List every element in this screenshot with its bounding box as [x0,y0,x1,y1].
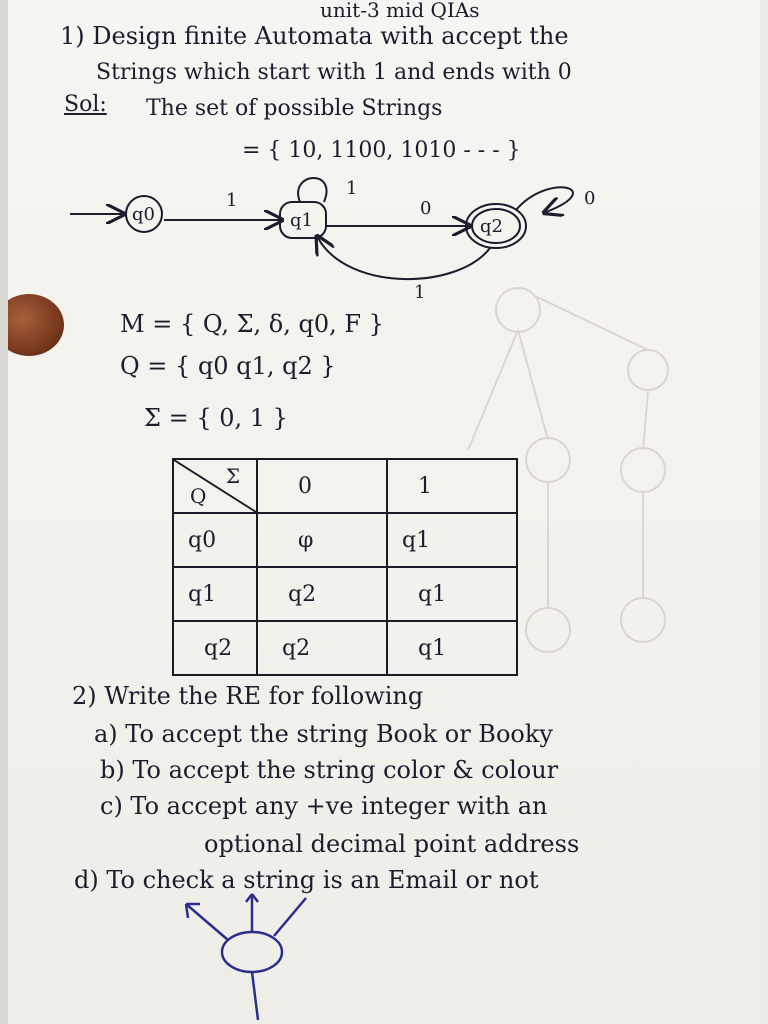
table-row [173,513,517,567]
edge-label-q1-q2: 0 [420,198,432,219]
table-corner-cell [173,459,257,513]
row-on1: q1 [387,513,517,567]
edge-label-q2-q1: 1 [414,282,426,303]
table-row [173,621,517,675]
question-2-part-b: b) To accept the string color & colour [100,756,559,784]
question-2-part-c-continued: optional decimal point address [204,830,580,858]
edge-label-q0-q1: 1 [226,190,238,211]
row-state: q1 [173,567,257,621]
edge-q2-q1 [318,238,490,279]
row-on0: q2 [257,567,387,621]
dfa-state-diagram [8,150,760,310]
page-header: unit-3 mid QIAs [320,0,480,22]
question-1-line-1: 1) Design finite Automata with accept the [60,22,569,50]
header-cell-1: 1 [387,459,517,513]
row-state: q0 [173,513,257,567]
page-edge-shadow [0,0,8,1024]
question-2-part-d: d) To check a string is an Email or not [74,866,539,894]
solution-strings: = { 10, 1100, 1010 - - - } [242,138,521,163]
solution-label: Sol: [64,92,107,117]
row-on1: q1 [387,567,517,621]
alphabet-definition: Σ = { 0, 1 } [144,404,288,432]
corner-q-label: Q [190,484,207,508]
corner-diagonal [174,460,256,512]
table-row [173,567,517,621]
notebook-page [8,0,760,1024]
row-on0: φ [257,513,387,567]
edge-label-q1-loop: 1 [346,178,358,199]
question-1-line-2: Strings which start with 1 and ends with 0 [96,60,572,85]
question-2-part-a: a) To accept the string Book or Booky [94,720,553,748]
transition-table [172,458,518,676]
blue-ink-sketch [158,890,358,1024]
row-state: q2 [173,621,257,675]
question-2-title: 2) Write the RE for following [72,682,424,710]
corner-sigma-label: Σ [225,464,240,488]
states-definition: Q = { q0 q1, q2 } [120,352,336,380]
state-q2-label: q2 [480,216,503,237]
row-on1: q1 [387,621,517,675]
question-2-part-c: c) To accept any +ve integer with an [100,792,548,820]
solution-set-line: The set of possible Strings [146,96,443,121]
table-header-row [173,459,517,513]
edge-label-q2-loop: 0 [584,188,596,209]
loop-q1 [298,178,326,202]
state-q0-label: q0 [132,204,155,225]
loop-q2 [516,187,573,212]
state-q1-label: q1 [290,210,313,231]
header-cell-0: 0 [257,459,387,513]
row-on0: q2 [257,621,387,675]
machine-definition: M = { Q, Σ, δ, q0, F } [120,310,384,338]
